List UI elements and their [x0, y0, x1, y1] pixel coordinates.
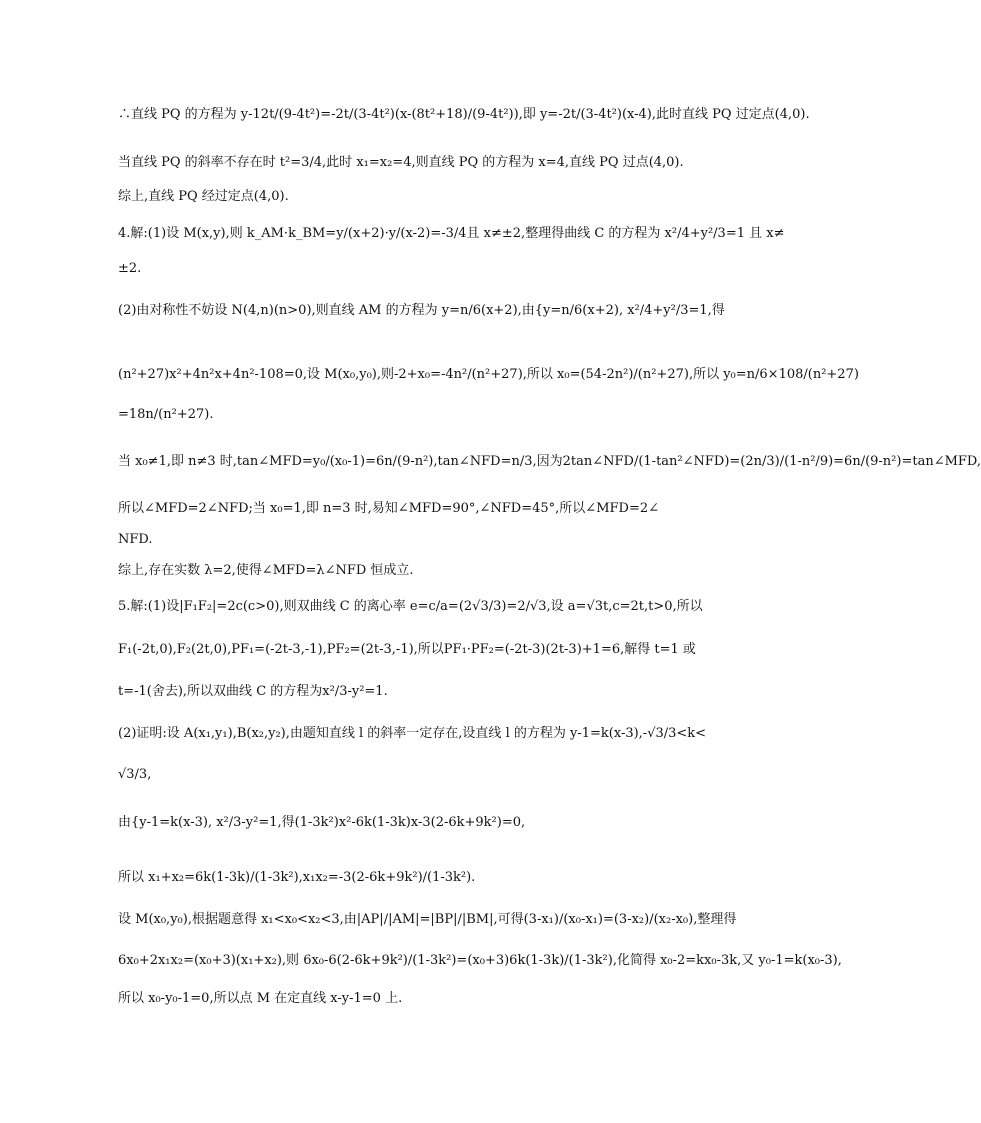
doc-line-18: 由{y-1=k(x-3), x²/3-y²=1,得(1-3k²)x²-6k(1-3k)x-3(2-6k+9k²)=0,: [118, 815, 526, 830]
doc-line-1: ∴直线 PQ 的方程为 y-12t/(9-4t²)=-2t/(3-4t²)(x-(8t²+18)/(9-4t²)),即 y=-2t/(3-4t²)(x-4),此时直线 PQ 过定点(4,0).: [118, 107, 810, 122]
doc-line-10: 所以∠MFD=2∠NFD;当 x₀=1,即 n=3 时,易知∠MFD=90°,∠NFD=45°,所以∠MFD=2∠: [118, 501, 659, 516]
doc-line-16: (2)证明:设 A(x₁,y₁),B(x₂,y₂),由题知直线 l 的斜率一定存在,设直线 l 的方程为 y-1=k(x-3),-√3/3<k<: [118, 726, 707, 741]
doc-line-19: 所以 x₁+x₂=6k(1-3k)/(1-3k²),x₁x₂=-3(2-6k+9k²)/(1-3k²).: [118, 870, 476, 885]
doc-line-21: 6x₀+2x₁x₂=(x₀+3)(x₁+x₂),则 6x₀-6(2-6k+9k²)/(1-3k²)=(x₀+3)6k(1-3k)/(1-3k²),化简得 x₀-2=kx₀-3k,又 y₀-1=k(x₀-3),: [118, 953, 842, 968]
doc-line-3: 综上,直线 PQ 经过定点(4,0).: [118, 189, 289, 204]
doc-line-14: F₁(-2t,0),F₂(2t,0),PF₁=(-2t-3,-1),PF₂=(2t-3,-1),所以PF₁·PF₂=(-2t-3)(2t-3)+1=6,解得 t=1 或: [118, 642, 696, 657]
doc-line-11: NFD.: [118, 532, 153, 547]
doc-line-5: ±2.: [118, 261, 142, 276]
doc-line-7: (n²+27)x²+4n²x+4n²-108=0,设 M(x₀,y₀),则-2+x₀=-4n²/(n²+27),所以 x₀=(54-2n²)/(n²+27),所以 y₀=n/6×108/(n²+27): [118, 367, 859, 382]
doc-line-9: 当 x₀≠1,即 n≠3 时,tan∠MFD=y₀/(x₀-1)=6n/(9-n²),tan∠NFD=n/3,因为2tan∠NFD/(1-tan²∠NFD)=(2n/3)/(1-n²/9)=6n/(9-n²)=tan∠MFD,: [118, 454, 981, 469]
doc-line-15: t=-1(舍去),所以双曲线 C 的方程为x²/3-y²=1.: [118, 684, 388, 699]
doc-line-22: 所以 x₀-y₀-1=0,所以点 M 在定直线 x-y-1=0 上.: [118, 991, 403, 1006]
doc-line-20: 设 M(x₀,y₀),根据题意得 x₁<x₀<x₂<3,由|AP|/|AM|=|BP|/|BM|,可得(3-x₁)/(x₀-x₁)=(3-x₂)/(x₂-x₀),整理得: [118, 912, 737, 927]
doc-line-12: 综上,存在实数 λ=2,使得∠MFD=λ∠NFD 恒成立.: [118, 563, 414, 578]
doc-line-6: (2)由对称性不妨设 N(4,n)(n>0),则直线 AM 的方程为 y=n/6(x+2),由{y=n/6(x+2), x²/4+y²/3=1,得: [118, 303, 725, 318]
doc-line-13: 5.解:(1)设|F₁F₂|=2c(c>0),则双曲线 C 的离心率 e=c/a=(2√3/3)=2/√3,设 a=√3t,c=2t,t>0,所以: [118, 599, 703, 614]
doc-line-17: √3/3,: [118, 767, 152, 782]
doc-line-4: 4.解:(1)设 M(x,y),则 k_AM·k_BM=y/(x+2)·y/(x-2)=-3/4且 x≠±2,整理得曲线 C 的方程为 x²/4+y²/3=1 且 x≠: [118, 226, 785, 241]
doc-line-8: =18n/(n²+27).: [118, 407, 214, 422]
doc-line-2: 当直线 PQ 的斜率不存在时 t²=3/4,此时 x₁=x₂=4,则直线 PQ 的方程为 x=4,直线 PQ 过点(4,0).: [118, 155, 684, 170]
